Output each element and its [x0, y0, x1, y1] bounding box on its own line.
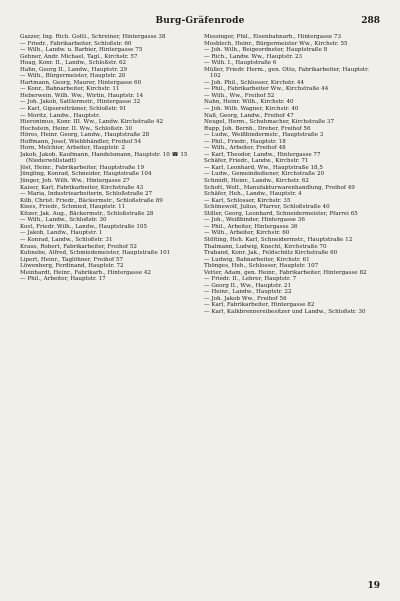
footer-page-number: 19 — [367, 581, 380, 591]
directory-entry: Hartmann, Georg, Maurer, Hintergasse 60 — [20, 79, 142, 86]
directory-entry: Stiller, Georg, Leonhard, Schneidermeister, Pfarrei 65 — [204, 210, 358, 217]
directory-entry: Jünger, Joh. Wilh. Ww., Hintergasse 27 — [20, 178, 130, 185]
page-title: Burg-Gräfenrode — [155, 16, 245, 26]
directory-entry: Kiees, Friedr., Schmied, Hauptstr. 11 — [20, 204, 126, 211]
directory-entry: Hoffmann, Josef, Wiebbhändler, Freihof 54 — [20, 138, 142, 145]
directory-entry: Hoag, Konr. II., Landw., Schloßstr. 62 — [20, 60, 127, 67]
directory-entry: Jöst, Heinr., Fabrikarbeiter, Hauptstraße 19 — [20, 164, 145, 171]
directory-entry: Gehner, Andr. Michael, Tagl., Kirchstr. 57 — [20, 53, 138, 60]
directory-entry: — Konr., Bahnarbeiter, Kirchstr. 11 — [20, 86, 120, 93]
directory-entry: — Joh. Jakob Ww., Freihof 56 — [204, 295, 287, 302]
directory-entry: — Wilh., Arbeiter, Kirchstr. 60 — [204, 230, 290, 237]
directory-entry: Kraus, Robert, Fabrikarbeiter, Freihof 52 — [20, 243, 137, 250]
directory-entry: — Wilh., Ww., Freihof 52 — [204, 92, 275, 99]
directory-entry: — Friedr., Fabrikarbeiter, Schloßstr. 60 — [20, 40, 132, 47]
directory-entry: — Wilh. I., Hauptstraße 6 — [204, 60, 277, 67]
directory-entry: Neugel, Herm., Schuhmacher, Kirchstraße 37 — [204, 119, 335, 126]
directory-entry: Schäfer, Heh., Landw., Hauptstr. 4 — [204, 191, 302, 198]
directory-entry: Heberwein, Wilh. Ww., Wirtin, Hauptstr. 14 — [20, 92, 144, 99]
directory-entry: Gazzer, Ing. Rich. Gottl., Schreiner, Hintergasse 38 — [20, 34, 166, 40]
directory-entry: — Joh. Wilh., Beigeordneter, Hauptstraße 8 — [204, 47, 328, 54]
directory-entry: — Konrad, Landw., Schloßstr. 31 — [20, 236, 113, 243]
directory-entry: — Joh., Weißbinder, Hintergasse 36 — [204, 217, 305, 224]
page-header — [20, 16, 380, 30]
directory-entry: Kost, Friedr. Wilh., Landw., Hauptstraße 105 — [20, 223, 148, 230]
left-column — [20, 34, 196, 577]
directory-entry: — Wilh., Arbeiter, Freihof 48 — [204, 145, 286, 152]
directory-entry: Schmidt, Heinr., Landw., Kirchstr. 62 — [204, 178, 309, 185]
directory-entry: Kuhnebe, Alfred, Schmiedemeister, Hauptstraße 101 — [20, 250, 171, 257]
directory-entry: Messinger, Phil., Eisenbahnarb., Hintergasse 73 — [204, 34, 342, 40]
directory-entry: — Moritz, Landw., Hauptstr. — [20, 112, 100, 119]
directory-entry: — Ludw., Weißbindermstr., Hauptstraße 3 — [204, 132, 324, 139]
directory-entry: — Jakob, Landw., Hauptstr. 1 — [20, 230, 103, 237]
directory-entry: Müller, Friedr. Herm., gen. Otto, Fabrikarbeiter, Hauptstr. 102 — [204, 66, 369, 80]
directory-entry: Traband, Konr. Jak., Feldschütz Kirchstraße 60 — [204, 250, 338, 257]
directory-entry: Kilb, Christ. Friedr., Bäckermstr., Schloßstraße 89 — [20, 197, 163, 204]
directory-entry: Naß, Georg, Landw., Freihof 47 — [204, 112, 294, 119]
directory-entry: Hieronimus, Konr. III. Ww., Landw. Kirchstraße 42 — [20, 119, 164, 126]
directory-entry: Meinhardt, Heinr., Fabrikarb., Hintergasse 42 — [20, 269, 151, 276]
directory-entry: — Ludw., Gemeindediener, Kirchstraße 20 — [204, 171, 325, 178]
directory-entry: — Joh. Jakob, Sattlermstr., Hintergasse 32 — [20, 99, 141, 106]
directory-entry: Kaiser, Karl, Fabrikarbeiter, Kirchstraße 43 — [20, 184, 144, 191]
directory-entry: — Ludwig, Bahnarbeiter, Kirchstr. 61 — [204, 256, 310, 263]
directory-entry: Lipert, Heinr., Taglöhner, Freihof 57 — [20, 256, 123, 263]
entries-columns — [20, 34, 380, 577]
directory-entry: — Phil., Fabrikarbeiter Ww., Kirchstraße 44 — [204, 86, 329, 93]
directory-entry: Löwenberg, Ferdinand, Hauptstr. 72 — [20, 263, 124, 270]
directory-entry: Hochstein, Heinr. II. Ww., Schloßstr. 30 — [20, 125, 133, 132]
directory-entry: — Maria, Industriearbeiterin, Schloßstraße 27 — [20, 191, 153, 198]
directory-entry: — Rich., Landw. Ww., Hauptstr. 23 — [204, 53, 303, 60]
directory-entry: Kitzer, Jak. Aug., Bäckermstr., Schloßstraße 28 — [20, 210, 154, 217]
directory-entry: Hahn, Georg II., Landw., Hauptstr. 29 — [20, 66, 128, 73]
directory-entry: — Karl, Gipsereiträmer, Schloßstr. 91 — [20, 106, 127, 113]
directory-entry: — Wilh., Bürgermeister, Hauptstr. 20 — [20, 73, 126, 80]
directory-entry: — Phil., Arbeiter, Hauptstr. 17 — [20, 276, 106, 283]
directory-entry: Thalmann, Ludwig, Knecht, Kirchstraße 70 — [204, 243, 327, 250]
directory-entry: — Joh. Phil., Schlosser, Kirchstr. 44 — [204, 79, 305, 86]
directory-entry: — Karl, Leonhard, Ww., Hauptstraße 18,5 — [204, 164, 323, 171]
directory-entry: Schott, Wolf., Manufakturwarenhandlung, Freihof 49 — [204, 184, 355, 191]
right-column — [204, 34, 380, 577]
directory-entry: — Joh. Wilh. Wagner, Kirchstr. 40 — [204, 106, 299, 113]
directory-entry: — Karl, Kalkbrennereibesitzer und Landw., Schloßstr. 30 — [204, 308, 366, 315]
directory-entry: — Wilh., Landw. u. Barbier, Hintergasse 75 — [20, 47, 143, 54]
directory-entry: Schäfer, Friedr., Landw., Kirchstr. 71 — [204, 158, 309, 165]
directory-entry: — Wilh., Landw., Schloßstr. 30 — [20, 217, 107, 224]
directory-entry: Thönges, Heh., Schlosser, Hauptstr. 107 — [204, 263, 319, 270]
directory-entry: — Karl, Theodor, Landw., Hintergasse 77 — [204, 151, 321, 158]
directory-entry: — Karl, Fabrikarbeiter, Hintergasse 82 — [204, 302, 315, 309]
directory-entry: — Georg II., Ww., Hauptstr. 21 — [204, 282, 292, 289]
directory-entry: — Heinr., Landw., Hauptstr. 22 — [204, 289, 292, 296]
directory-entry: Stölting, Heh. Karl, Schneidermstr., Hauptstraße 12 — [204, 236, 353, 243]
header-page-number: 288 — [361, 16, 380, 26]
directory-entry: — Phil., Arbeiter, Hintergasse 36 — [204, 223, 298, 230]
directory-entry: — Friedr. II., Lehrer, Hauptstr. 7 — [204, 276, 297, 283]
directory-entry: Horn, Melchior, Arbeiter, Hauptstr. 2 — [20, 145, 125, 152]
directory-entry: Jüngling, Konrad, Schneider, Hauptstraße 104 — [20, 171, 152, 178]
directory-entry: Vetter, Adam, gen. Heinr., Fabrikarbeiter, Hintergasse 82 — [204, 269, 367, 276]
directory-entry: — Phil., Friedr., Hauptstr. 18 — [204, 138, 286, 145]
directory-entry: Jakob, Jakob, Kaufmann, Handelsmann, Hauptstr. 10 ☎ 15 (Niederwöllstadt) — [20, 151, 188, 165]
directory-entry: Schönewolf, Julius, Pfarrer, Schloßstraße 40 — [204, 204, 330, 211]
directory-entry: Höres, Heinr. Georg, Landw., Hauptstraße 28 — [20, 132, 150, 139]
directory-entry: Mosblech, Heinr., Bürgermeister Ww., Kirchstr. 55 — [204, 40, 348, 47]
directory-entry: Nahn, Heinr. Wilh., Kirchstr. 40 — [204, 99, 294, 106]
directory-entry: Rupp, Joh. Bernh., Dreher, Freihof 56 — [204, 125, 311, 132]
directory-entry: — Karl, Schlosser, Kirchstr. 35 — [204, 197, 291, 204]
